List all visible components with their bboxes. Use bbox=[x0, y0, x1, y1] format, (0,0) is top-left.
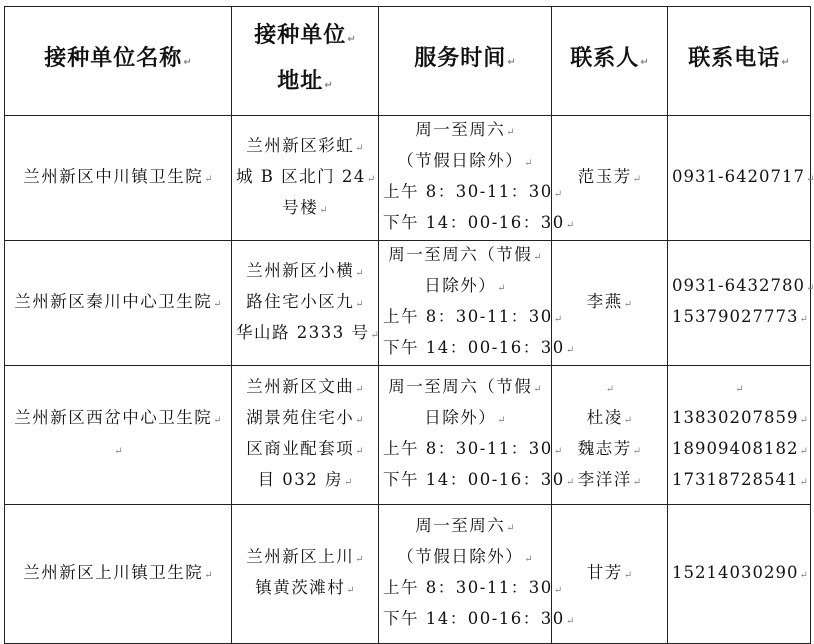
paragraph-mark-icon: ↵ bbox=[565, 345, 575, 356]
cell-text: 李燕 bbox=[586, 291, 623, 311]
cell-site-name bbox=[5, 366, 232, 505]
cell-line bbox=[672, 404, 806, 435]
paragraph-mark-icon: ↵ bbox=[347, 34, 356, 45]
cell-text: 范玉芳 bbox=[577, 166, 632, 186]
cell-line bbox=[236, 257, 374, 288]
cell-text: 魏志芳 bbox=[577, 439, 632, 458]
paragraph-mark-icon: ↵ bbox=[640, 57, 649, 68]
cell-line bbox=[383, 178, 563, 209]
paragraph-mark-icon: ↵ bbox=[799, 569, 808, 581]
cell-line bbox=[236, 132, 374, 163]
cell-text: 周一至周六（节假 bbox=[388, 245, 533, 264]
paragraph-mark-icon: ↵ bbox=[799, 314, 808, 325]
cell-contact-phone bbox=[668, 366, 811, 505]
paragraph-mark-icon: ↵ bbox=[623, 415, 633, 426]
cell-text: 日除外） bbox=[424, 408, 497, 427]
cell-line bbox=[556, 559, 663, 590]
cell-text: 联系人 bbox=[570, 46, 640, 71]
paragraph-mark-icon: ↵ bbox=[623, 298, 633, 310]
paragraph-mark-icon: ↵ bbox=[806, 283, 814, 294]
cell-line bbox=[236, 319, 379, 350]
cell-line bbox=[236, 15, 374, 61]
paragraph-mark-icon: ↵ bbox=[799, 477, 808, 488]
cell-site-name bbox=[5, 505, 232, 644]
cell-line bbox=[383, 38, 547, 84]
cell-contact-phone bbox=[668, 241, 814, 366]
paragraph-mark-icon: ↵ bbox=[370, 329, 379, 341]
cell-text: 地址 bbox=[277, 69, 324, 94]
cell-line bbox=[672, 38, 806, 84]
cell-line bbox=[383, 303, 563, 334]
paragraph-mark-icon: ↵ bbox=[506, 127, 515, 138]
cell-text: 号楼 bbox=[282, 197, 319, 217]
cell-text: 周一至周六（节假 bbox=[388, 377, 533, 396]
cell-line bbox=[553, 435, 663, 466]
paragraph-mark-icon: ↵ bbox=[799, 446, 808, 457]
cell-line bbox=[672, 272, 814, 303]
cell-text: 上午 8：30-11：30 bbox=[383, 307, 553, 326]
paragraph-mark-icon: ↵ bbox=[781, 57, 790, 68]
paragraph-mark-icon: ↵ bbox=[213, 415, 222, 426]
cell-line bbox=[9, 559, 227, 590]
header-site-name bbox=[5, 7, 232, 116]
paragraph-mark-icon: ↵ bbox=[183, 57, 192, 68]
cell-text: 联系电话 bbox=[688, 46, 781, 71]
cell-text: 17318728541 bbox=[672, 470, 799, 489]
cell-line bbox=[236, 288, 374, 319]
cell-text: 兰州新区西岔中心卫生院 bbox=[14, 408, 213, 427]
paragraph-mark-icon: ↵ bbox=[204, 173, 213, 185]
cell-line bbox=[383, 147, 547, 178]
paragraph-mark-icon: ↵ bbox=[623, 569, 633, 581]
paragraph-mark-icon: ↵ bbox=[799, 415, 808, 426]
cell-text: 周一至周六 bbox=[415, 516, 506, 535]
paragraph-mark-icon: ↵ bbox=[565, 220, 575, 231]
cell-line bbox=[383, 373, 547, 404]
cell-text: 甘芳 bbox=[586, 562, 623, 582]
paragraph-mark-icon: ↵ bbox=[355, 298, 364, 310]
cell-line bbox=[383, 512, 547, 543]
cell-text: 路住宅小区九 bbox=[246, 291, 355, 311]
paragraph-mark-icon: ↵ bbox=[497, 415, 506, 426]
cell-text: 兰州新区小横 bbox=[246, 260, 355, 280]
cell-text: 区商业配套项 bbox=[246, 439, 355, 458]
cell-line bbox=[236, 435, 374, 466]
paragraph-mark-icon: ↵ bbox=[355, 384, 364, 395]
cell-line bbox=[236, 466, 374, 497]
cell-line bbox=[236, 373, 374, 404]
paragraph-mark-icon: ↵ bbox=[524, 554, 533, 565]
table-row bbox=[5, 366, 811, 505]
paragraph-mark-icon: ↵ bbox=[605, 384, 615, 395]
cell-line bbox=[383, 209, 575, 240]
cell-text: （节假日除外） bbox=[397, 151, 524, 170]
cell-contact-phone bbox=[668, 505, 811, 644]
paragraph-mark-icon: ↵ bbox=[324, 80, 333, 91]
paragraph-mark-icon: ↵ bbox=[735, 384, 744, 395]
cell-line bbox=[383, 605, 575, 636]
cell-text: 下午 14：00-16：30 bbox=[383, 213, 565, 232]
cell-line bbox=[9, 288, 227, 319]
cell-line bbox=[556, 373, 663, 404]
paragraph-mark-icon: ↵ bbox=[553, 189, 563, 200]
table-row bbox=[5, 505, 811, 644]
paragraph-mark-icon: ↵ bbox=[553, 314, 563, 325]
paragraph-mark-icon: ↵ bbox=[632, 446, 642, 457]
cell-text: 0931-6420717 bbox=[672, 166, 806, 186]
paragraph-mark-icon: ↵ bbox=[524, 158, 533, 169]
cell-text: 湖景苑住宅小 bbox=[246, 408, 355, 427]
cell-text: 上午 8：30-11：30 bbox=[383, 578, 553, 597]
header-service-hours bbox=[379, 7, 552, 116]
cell-service-hours bbox=[379, 505, 575, 644]
cell-text: 李洋洋 bbox=[577, 470, 632, 489]
cell-site-address bbox=[232, 505, 379, 644]
cell-line bbox=[383, 543, 547, 574]
paragraph-mark-icon: ↵ bbox=[553, 585, 563, 596]
cell-text: 13830207859 bbox=[672, 408, 799, 427]
paragraph-mark-icon: ↵ bbox=[204, 569, 213, 581]
cell-text: 接种单位 bbox=[254, 23, 347, 48]
cell-line bbox=[672, 163, 814, 194]
cell-line bbox=[236, 61, 374, 107]
cell-line bbox=[236, 163, 374, 194]
cell-text: （节假日除外） bbox=[397, 547, 524, 566]
cell-text: 服务时间 bbox=[414, 46, 507, 71]
paragraph-mark-icon: ↵ bbox=[632, 477, 642, 488]
header-contact-person bbox=[552, 7, 668, 116]
cell-line bbox=[383, 466, 575, 497]
cell-line bbox=[9, 163, 227, 194]
cell-line bbox=[556, 404, 663, 435]
cell-line bbox=[236, 194, 374, 225]
cell-line bbox=[383, 404, 547, 435]
cell-line bbox=[236, 574, 374, 605]
paragraph-mark-icon: ↵ bbox=[355, 554, 364, 565]
cell-line bbox=[672, 303, 806, 334]
cell-site-address bbox=[232, 241, 379, 366]
cell-line bbox=[672, 466, 806, 497]
cell-text: 兰州新区秦川中心卫生院 bbox=[14, 291, 213, 311]
cell-text: 15379027773 bbox=[672, 307, 799, 326]
cell-line bbox=[556, 38, 663, 84]
cell-site-name bbox=[5, 241, 232, 366]
cell-line bbox=[383, 272, 547, 303]
cell-text: 兰州新区上川 bbox=[246, 547, 355, 566]
cell-line bbox=[9, 404, 227, 435]
paragraph-mark-icon: ↵ bbox=[114, 446, 123, 457]
cell-line bbox=[556, 288, 663, 319]
cell-line bbox=[383, 435, 563, 466]
cell-line bbox=[383, 116, 547, 147]
cell-text: 上午 8：30-11：30 bbox=[383, 439, 553, 458]
cell-line bbox=[556, 163, 663, 194]
paragraph-mark-icon: ↵ bbox=[553, 446, 563, 457]
paragraph-mark-icon: ↵ bbox=[355, 142, 364, 154]
cell-line bbox=[383, 241, 547, 272]
cell-line bbox=[672, 373, 806, 404]
cell-text: 周一至周六 bbox=[415, 120, 506, 139]
header-contact-phone bbox=[668, 7, 811, 116]
paragraph-mark-icon: ↵ bbox=[355, 267, 364, 279]
table-header-row bbox=[5, 7, 811, 116]
cell-text: 城 B 区北门 24 bbox=[236, 166, 366, 186]
paragraph-mark-icon: ↵ bbox=[565, 477, 575, 488]
cell-line bbox=[236, 404, 374, 435]
cell-line bbox=[9, 435, 227, 466]
cell-text: 兰州新区中川镇卫生院 bbox=[23, 166, 204, 186]
cell-service-hours bbox=[379, 366, 575, 505]
cell-text: 兰州新区文曲 bbox=[246, 377, 355, 396]
paragraph-mark-icon: ↵ bbox=[806, 173, 814, 185]
cell-text: 兰州新区彩虹 bbox=[246, 135, 355, 155]
cell-text: 接种单位名称 bbox=[44, 46, 183, 71]
paragraph-mark-icon: ↵ bbox=[506, 523, 515, 534]
cell-site-address bbox=[232, 366, 379, 505]
paragraph-mark-icon: ↵ bbox=[533, 252, 542, 263]
cell-text: 18909408182 bbox=[672, 439, 799, 458]
paragraph-mark-icon: ↵ bbox=[346, 585, 355, 596]
cell-service-hours bbox=[379, 116, 575, 241]
paragraph-mark-icon: ↵ bbox=[366, 173, 376, 185]
cell-line bbox=[236, 543, 374, 574]
paragraph-mark-icon: ↵ bbox=[533, 384, 542, 395]
table-row bbox=[5, 116, 811, 241]
paragraph-mark-icon: ↵ bbox=[319, 204, 328, 216]
cell-text: 0931-6432780 bbox=[672, 276, 806, 295]
cell-text: 兰州新区上川镇卫生院 bbox=[23, 562, 204, 582]
cell-text: 目 032 房 bbox=[257, 470, 344, 489]
paragraph-mark-icon: ↵ bbox=[213, 298, 222, 310]
cell-text: 下午 14：00-16：30 bbox=[383, 470, 565, 489]
cell-text: 上午 8：30-11：30 bbox=[383, 182, 553, 201]
cell-text: 下午 14：00-16：30 bbox=[383, 609, 565, 628]
cell-site-address bbox=[232, 116, 379, 241]
cell-text: 华山路 2333 号 bbox=[236, 322, 370, 342]
cell-text: 下午 14：00-16：30 bbox=[383, 338, 565, 357]
cell-site-name bbox=[5, 116, 232, 241]
vaccination-sites-table bbox=[4, 6, 814, 644]
cell-line bbox=[672, 559, 806, 590]
cell-text: 15214030290 bbox=[672, 562, 799, 582]
paragraph-mark-icon: ↵ bbox=[497, 283, 506, 294]
header-site-address bbox=[232, 7, 379, 116]
cell-line bbox=[383, 574, 563, 605]
paragraph-mark-icon: ↵ bbox=[507, 57, 516, 68]
cell-contact-phone bbox=[668, 116, 814, 241]
paragraph-mark-icon: ↵ bbox=[565, 616, 575, 627]
cell-text: 日除外） bbox=[424, 276, 497, 295]
paragraph-mark-icon: ↵ bbox=[355, 415, 364, 426]
paragraph-mark-icon: ↵ bbox=[344, 477, 353, 488]
cell-text: 杜凌 bbox=[586, 408, 623, 427]
paragraph-mark-icon: ↵ bbox=[355, 446, 364, 457]
cell-line bbox=[9, 38, 227, 84]
cell-text: 镇黄茨滩村 bbox=[255, 578, 346, 597]
cell-line bbox=[672, 435, 806, 466]
table-row bbox=[5, 241, 811, 366]
paragraph-mark-icon: ↵ bbox=[632, 173, 642, 185]
cell-service-hours bbox=[379, 241, 575, 366]
cell-line bbox=[383, 334, 575, 365]
